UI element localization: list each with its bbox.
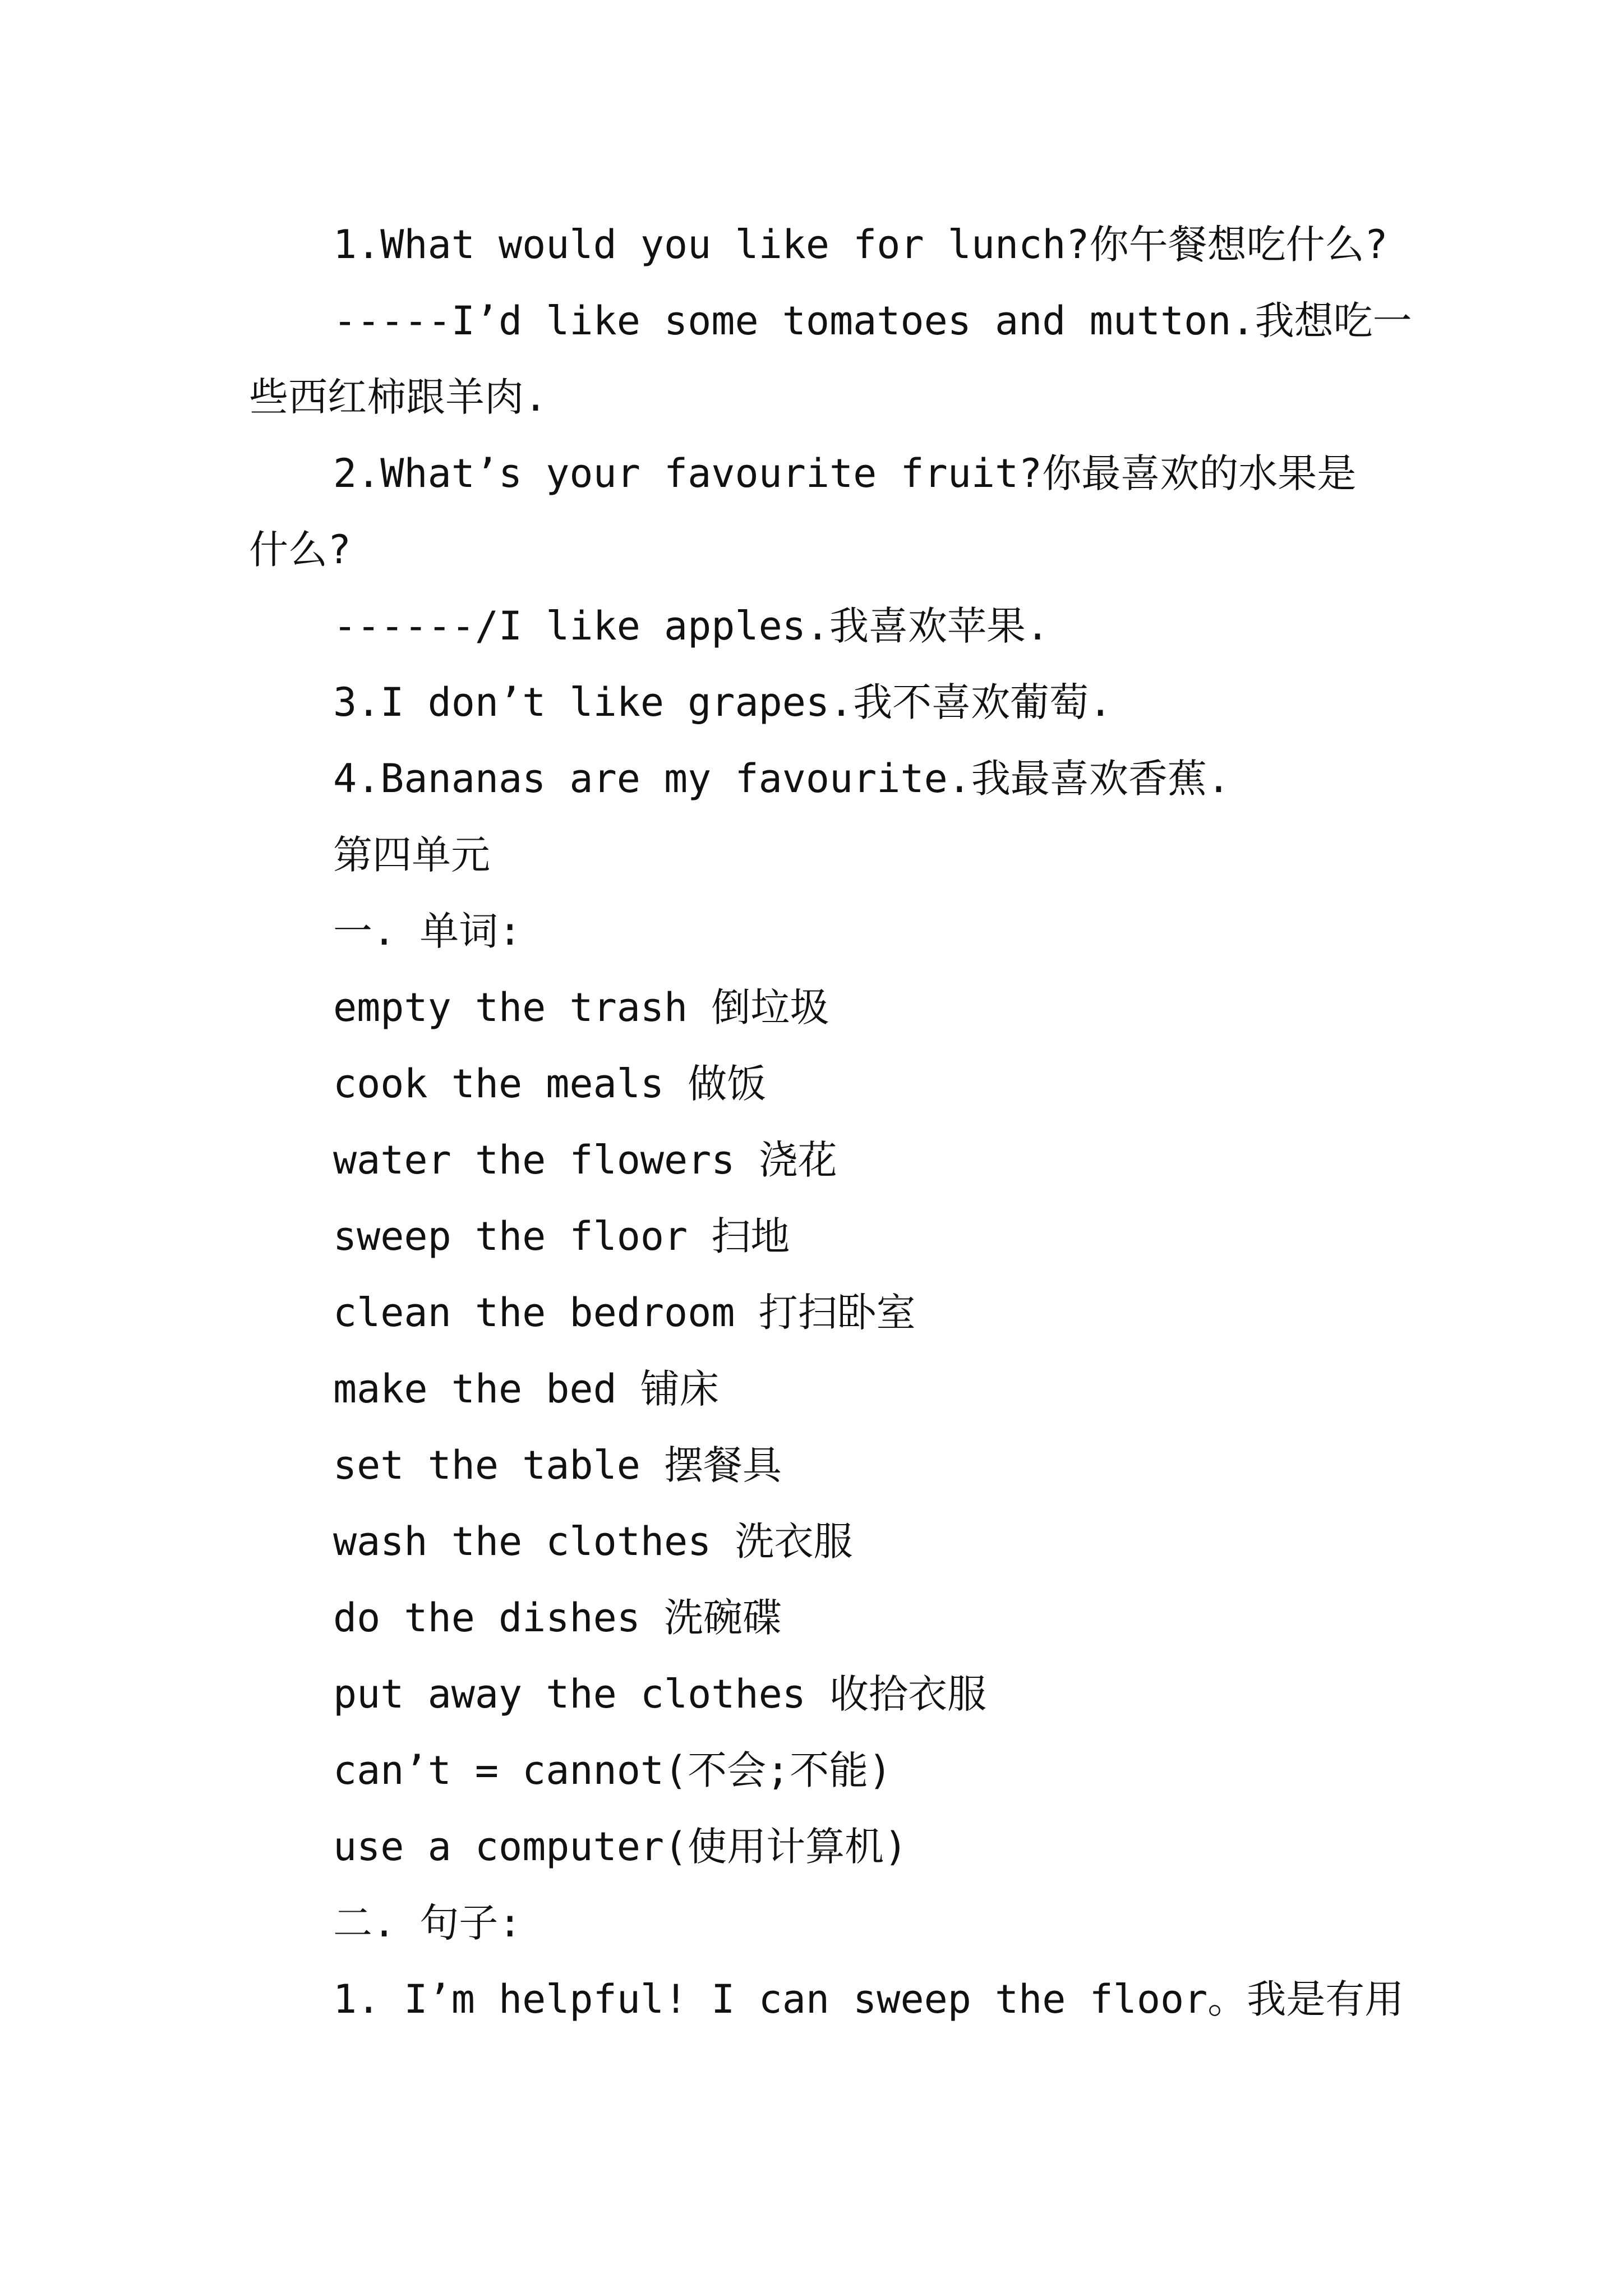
vocab-item: use a computer(使用计算机)	[333, 1824, 908, 1870]
vocab-item: sweep the floor 扫地	[333, 1213, 790, 1259]
text-line: 些西红柿跟羊肉.	[249, 374, 548, 420]
vocab-item: set the table 摆餐具	[333, 1442, 782, 1488]
vocab-item: make the bed 铺床	[333, 1366, 719, 1412]
subsection-heading: 二. 句子:	[333, 1900, 522, 1946]
text-line: -----I’d like some tomatoes and mutton.我想吃一	[333, 298, 1412, 344]
section-heading: 第四单元	[333, 832, 490, 878]
text-line: 2.What’s your favourite fruit?你最喜欢的水果是	[333, 450, 1357, 496]
vocab-item: put away the clothes 收拾衣服	[333, 1671, 987, 1717]
text-line: 4.Bananas are my favourite.我最喜欢香蕉.	[333, 756, 1231, 802]
vocab-item: wash the clothes 洗衣服	[333, 1519, 853, 1565]
vocab-item: clean the bedroom 打扫卧室	[333, 1290, 916, 1336]
subsection-heading: 一. 单词:	[333, 908, 522, 954]
vocab-item: empty the trash 倒垃圾	[333, 984, 829, 1030]
text-line: 1.What would you like for lunch?你午餐想吃什么?	[333, 222, 1388, 268]
vocab-item: cook the meals 做饭	[333, 1061, 767, 1107]
text-line: ------/I like apples.我喜欢苹果.	[333, 603, 1050, 649]
vocab-item: can’t = cannot(不会;不能)	[333, 1747, 892, 1793]
vocab-item: water the flowers 浇花	[333, 1137, 837, 1183]
text-line: 3.I don’t like grapes.我不喜欢葡萄.	[333, 679, 1113, 725]
text-line: 1. I’m helpful! I can sweep the floor。我是有用	[333, 1976, 1404, 2022]
text-line: 什么?	[249, 527, 352, 573]
vocab-item: do the dishes 洗碗碟	[333, 1595, 782, 1641]
